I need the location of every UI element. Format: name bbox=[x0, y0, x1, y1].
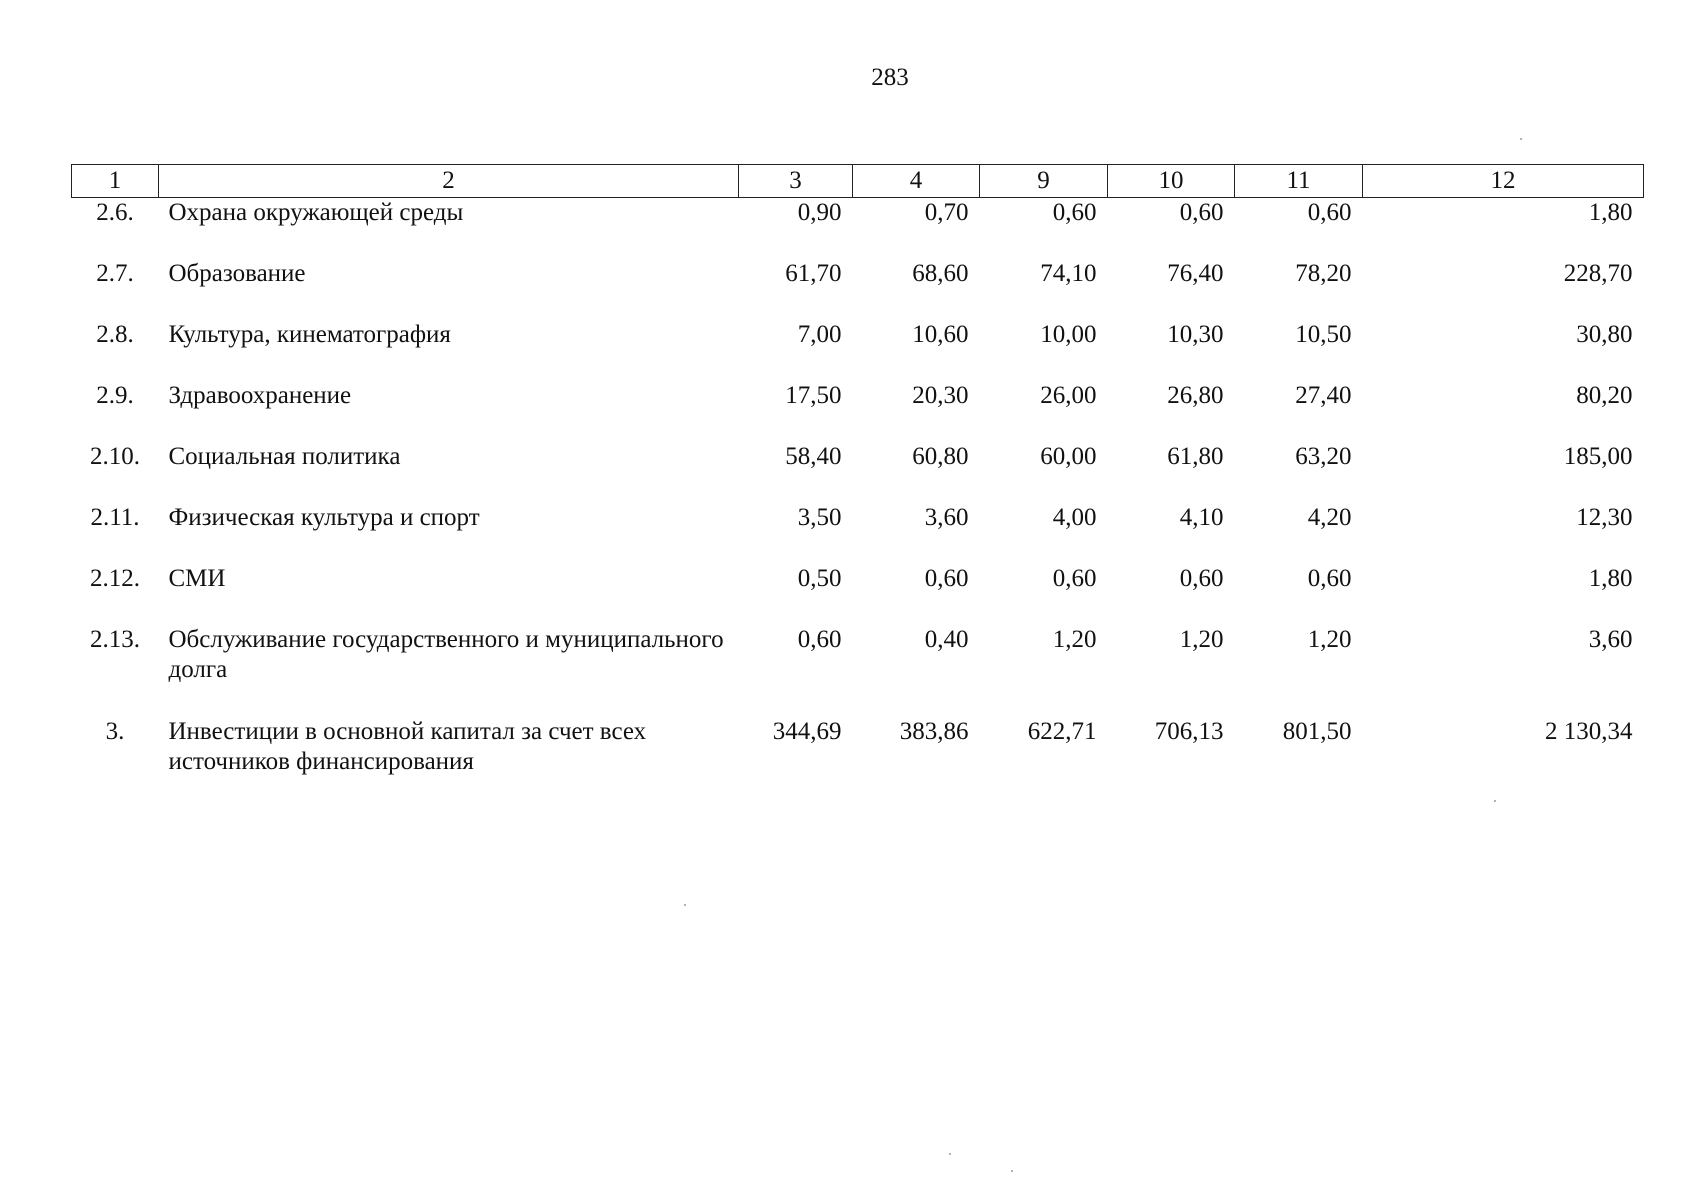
table-header bbox=[72, 165, 1644, 198]
value-cell: 2 130,34 bbox=[1545, 717, 1633, 745]
value-cell: 26,80 bbox=[1167, 381, 1224, 409]
header-cell: 1 bbox=[72, 165, 159, 198]
row-number: 2.8. bbox=[96, 320, 134, 348]
table-row bbox=[72, 198, 1644, 259]
row-label: СМИ bbox=[168, 564, 226, 592]
value-cell: 61,70 bbox=[785, 259, 842, 287]
row-label: Охрана окружающей среды bbox=[168, 199, 464, 226]
value-cell: 60,00 bbox=[1040, 442, 1097, 470]
value-cell: 27,40 bbox=[1295, 381, 1352, 409]
header-row bbox=[72, 165, 1644, 198]
value-cell: 0,70 bbox=[924, 199, 969, 226]
header-cell: 11 bbox=[1235, 165, 1363, 198]
row-label: Здравоохранение bbox=[168, 381, 352, 409]
table-row bbox=[72, 320, 1644, 381]
value-cell: 0,60 bbox=[1179, 199, 1224, 226]
value-cell: 0,60 bbox=[1307, 564, 1352, 592]
row-number: 2.13. bbox=[90, 625, 140, 653]
table-row bbox=[72, 503, 1644, 564]
value-cell: 3,50 bbox=[797, 503, 842, 531]
row-number: 2.12. bbox=[90, 564, 140, 592]
value-cell: 185,00 bbox=[1563, 442, 1633, 470]
value-cell: 76,40 bbox=[1167, 259, 1224, 287]
value-cell: 26,00 bbox=[1040, 381, 1097, 409]
row-number: 2.10. bbox=[90, 442, 140, 470]
value-cell: 0,50 bbox=[797, 564, 842, 592]
value-cell: 74,10 bbox=[1040, 259, 1097, 287]
header-cell: 3 bbox=[739, 165, 853, 198]
scan-speck bbox=[684, 904, 686, 906]
value-cell: 228,70 bbox=[1563, 259, 1633, 287]
value-cell: 4,10 bbox=[1179, 503, 1224, 531]
row-number: 2.6. bbox=[96, 199, 134, 226]
value-cell: 383,86 bbox=[899, 717, 969, 745]
scan-speck bbox=[1011, 1170, 1013, 1172]
table-row bbox=[72, 442, 1644, 503]
value-cell: 1,80 bbox=[1588, 564, 1633, 592]
value-cell: 0,60 bbox=[1179, 564, 1224, 592]
scan-speck bbox=[1494, 800, 1496, 802]
header-cell: 12 bbox=[1363, 165, 1644, 198]
value-cell: 10,50 bbox=[1295, 320, 1352, 348]
header-cell: 10 bbox=[1108, 165, 1235, 198]
value-cell: 78,20 bbox=[1295, 259, 1352, 287]
row-number: 2.11. bbox=[90, 503, 140, 531]
value-cell: 0,60 bbox=[1052, 564, 1097, 592]
row-label: Инвестиции в основной капитал за счет всех источников финансирования bbox=[168, 717, 647, 775]
value-cell: 0,60 bbox=[1307, 199, 1352, 226]
value-cell: 30,80 bbox=[1576, 320, 1633, 348]
value-cell: 1,20 bbox=[1052, 625, 1097, 653]
table-row bbox=[72, 625, 1644, 717]
table-row bbox=[72, 717, 1644, 809]
value-cell: 58,40 bbox=[785, 442, 842, 470]
header-cell: 4 bbox=[853, 165, 980, 198]
value-cell: 10,00 bbox=[1040, 320, 1097, 348]
value-cell: 0,60 bbox=[797, 625, 842, 653]
value-cell: 0,40 bbox=[924, 625, 969, 653]
row-label: Культура, кинематография bbox=[168, 320, 451, 348]
value-cell: 17,50 bbox=[785, 381, 842, 409]
value-cell: 20,30 bbox=[912, 381, 969, 409]
row-label: Образование bbox=[168, 259, 306, 287]
value-cell: 1,20 bbox=[1179, 625, 1224, 653]
value-cell: 10,60 bbox=[912, 320, 969, 348]
table-body bbox=[72, 198, 1644, 809]
table-row bbox=[72, 259, 1644, 320]
value-cell: 63,20 bbox=[1295, 442, 1352, 470]
value-cell: 0,60 bbox=[924, 564, 969, 592]
value-cell: 801,50 bbox=[1282, 717, 1352, 745]
row-label: Обслуживание государственного и муниципального долга bbox=[168, 625, 724, 683]
value-cell: 4,00 bbox=[1052, 503, 1097, 531]
value-cell: 10,30 bbox=[1167, 320, 1224, 348]
value-cell: 7,00 bbox=[797, 320, 842, 348]
value-cell: 68,60 bbox=[912, 259, 969, 287]
value-cell: 3,60 bbox=[924, 503, 969, 531]
table-row bbox=[72, 381, 1644, 442]
row-number: 2.7. bbox=[96, 259, 134, 287]
value-cell: 60,80 bbox=[912, 442, 969, 470]
header-cell: 9 bbox=[980, 165, 1108, 198]
scan-speck bbox=[1520, 138, 1522, 140]
scan-speck bbox=[949, 1153, 951, 1155]
value-cell: 0,60 bbox=[1052, 199, 1097, 226]
value-cell: 80,20 bbox=[1576, 381, 1633, 409]
value-cell: 706,13 bbox=[1154, 717, 1224, 745]
row-number: 3. bbox=[105, 717, 125, 745]
value-cell: 1,80 bbox=[1588, 199, 1633, 226]
row-label: Социальная политика bbox=[168, 442, 401, 470]
row-number: 2.9. bbox=[96, 381, 134, 409]
data-table bbox=[71, 164, 1644, 809]
table-row bbox=[72, 564, 1644, 625]
row-label: Физическая культура и спорт bbox=[168, 503, 480, 531]
value-cell: 12,30 bbox=[1576, 503, 1633, 531]
page-number: 283 bbox=[871, 64, 909, 91]
value-cell: 3,60 bbox=[1588, 625, 1633, 653]
value-cell: 344,69 bbox=[772, 717, 842, 745]
value-cell: 4,20 bbox=[1307, 503, 1352, 531]
value-cell: 61,80 bbox=[1167, 442, 1224, 470]
header-cell: 2 bbox=[159, 165, 739, 198]
value-cell: 0,90 bbox=[797, 199, 842, 226]
value-cell: 1,20 bbox=[1307, 625, 1352, 653]
value-cell: 622,71 bbox=[1027, 717, 1097, 745]
